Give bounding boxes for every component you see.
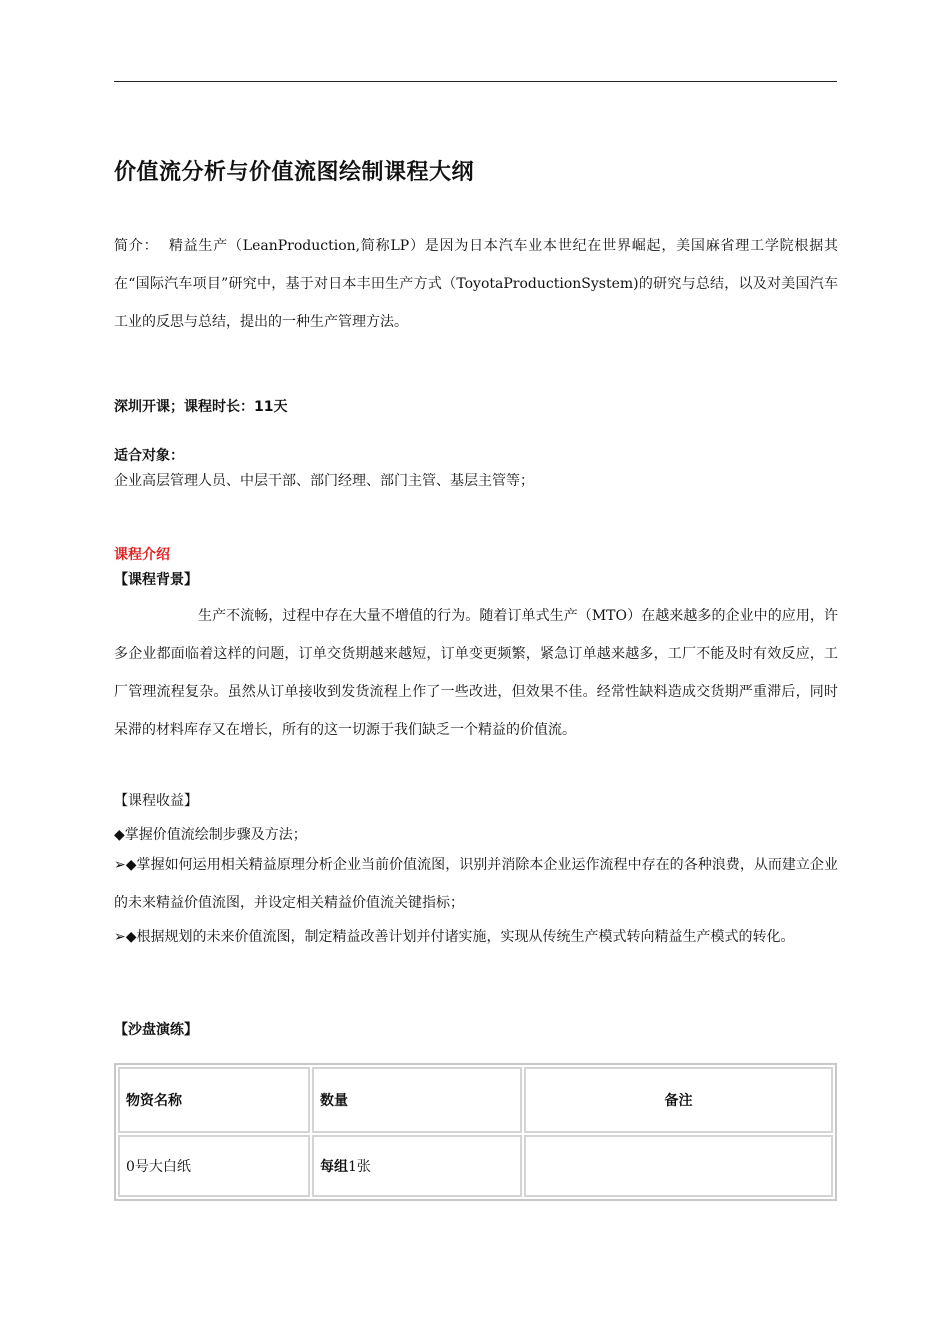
background-heading: 【课程背景】 <box>114 572 198 588</box>
table-header-row <box>118 1067 833 1133</box>
table-row <box>118 1135 833 1197</box>
course-info: 深圳开课；课程时长：11天 <box>114 399 288 415</box>
cell-name: 0号大白纸 <box>118 1135 310 1197</box>
benefit-item-1: ◆掌握价值流绘制步骤及方法； <box>114 827 307 843</box>
col-header-name: 物资名称 <box>118 1067 310 1133</box>
col-header-qty: 数量 <box>312 1067 522 1133</box>
cell-qty-amount: 1张 <box>348 1159 371 1175</box>
col-header-note: 备注 <box>524 1067 833 1133</box>
benefit-item-3: ➢◆根据规划的未来价值流图，制定精益改善计划并付诸实施，实现从传统生产模式转向精益生产模式的转化。 <box>114 929 795 945</box>
background-paragraph: 生产不流畅，过程中存在大量不增值的行为。随着订单式生产（MTO）在越来越多的企业中的应用，许多企业都面临着这样的问题，订单交货期越来越短，订单变更频繁，紧急订单越来越多，工厂不能及时有效反应，工厂管理流程复杂。虽然从订单接收到发货流程上作了一些改进，但效果不佳。经常性缺料造成交货期严重滞后，同时呆滞的材料库存又在增长，所有的这一切源于我们缺乏一个精益的价值流。 <box>114 608 838 738</box>
cell-qty-unit: 每组 <box>320 1159 348 1175</box>
audience-text: 企业高层管理人员、中层干部、部门经理、部门主管、基层主管等； <box>114 473 534 489</box>
section-title: 课程介绍 <box>114 547 170 563</box>
audience-label: 适合对象： <box>114 448 184 464</box>
benefits-heading: 【课程收益】 <box>114 793 198 809</box>
sandbox-heading: 【沙盘演练】 <box>114 1022 198 1038</box>
page-title: 价值流分析与价值流图绘制课程大纲 <box>114 160 475 185</box>
intro-text: 精益生产（LeanProduction,简称LP）是因为日本汽车业本世纪在世界崛起，美国麻省理工学院根据其在“国际汽车项目”研究中，基于对日本丰田生产方式（ToyotaProductionSystem)的研究与总结，以及对美国汽车工业的反思与总结，提出的一种生产管理方法。 <box>114 238 839 330</box>
cell-note <box>524 1135 833 1197</box>
cell-qty <box>312 1135 522 1197</box>
header-rule <box>114 81 837 82</box>
intro-label: 简介： <box>114 238 159 254</box>
intro-paragraph <box>114 227 838 341</box>
materials-table <box>114 1063 837 1201</box>
benefit-item-2: ➢◆掌握如何运用相关精益原理分析企业当前价值流图，识别并消除本企业运作流程中存在的各种浪费，从而建立企业的未来精益价值流图，并设定相关精益价值流关键指标； <box>114 857 838 911</box>
